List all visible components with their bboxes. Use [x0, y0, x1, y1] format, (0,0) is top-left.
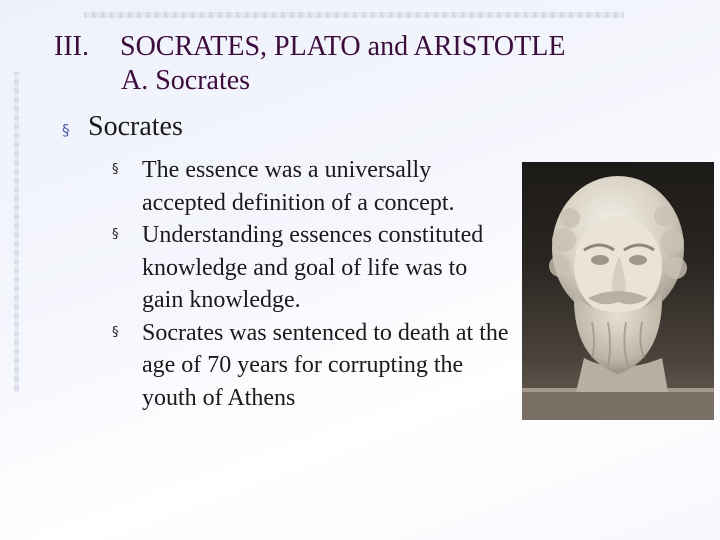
right-eye — [629, 255, 647, 265]
list-item — [112, 219, 512, 317]
section-bullet-icon: § — [112, 324, 119, 340]
slide-title — [54, 30, 565, 98]
title-subheading: A. Socrates — [121, 65, 251, 96]
socrates-bust-photo — [522, 162, 714, 420]
level2-bullet-list — [112, 154, 512, 414]
section-bullet-icon: § — [112, 162, 119, 177]
title-main: SOCRATES, PLATO and ARISTOTLE — [120, 31, 566, 62]
plinth-shape — [522, 390, 714, 420]
left-eye — [591, 255, 609, 265]
level1-bullet-text: Socrates — [88, 111, 183, 142]
bust-illustration — [522, 162, 714, 420]
left-decorative-rule — [14, 72, 19, 392]
section-bullet-icon: § — [112, 227, 119, 242]
list-item-text: Understanding essences constituted knowledge and goal of life was to gain knowledge. — [142, 222, 484, 313]
list-item-text: The essence was a universally accepted definition of a concept. — [142, 157, 455, 216]
list-item — [112, 154, 512, 219]
list-item — [112, 317, 512, 415]
top-decorative-rule — [84, 12, 624, 18]
list-item-text: Socrates was sentenced to death at the age of 70 years for corrupting the youth of Athens — [142, 319, 509, 411]
level1-bullet-item — [62, 110, 183, 147]
title-number: III. — [54, 31, 89, 62]
section-bullet-icon: § — [62, 121, 70, 139]
